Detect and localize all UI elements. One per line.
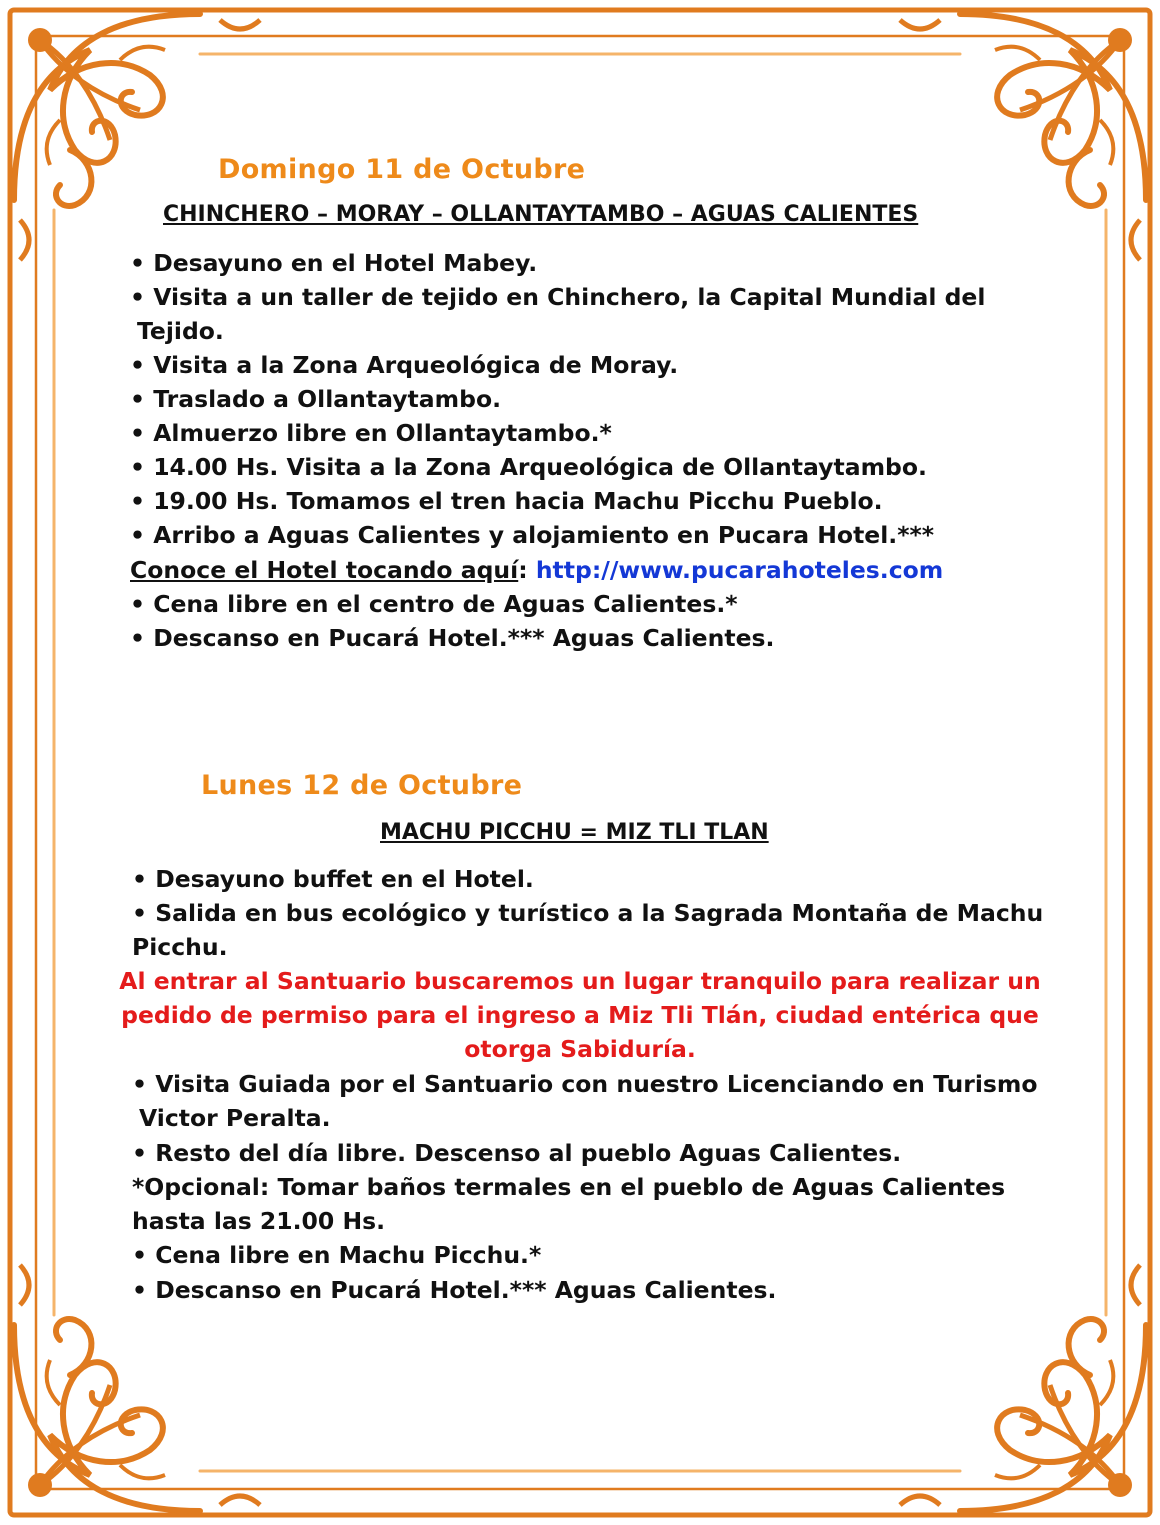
hotel-website-link[interactable]: http://www.pucarahoteles.com (535, 556, 944, 584)
santuario-note-line: pedido de permiso para el ingreso a Miz Tli Tlán, ciudad entérica que (121, 1001, 1039, 1029)
day1-title: Domingo 11 de Octubre (218, 154, 586, 185)
day1-item: • Almuerzo libre en Ollantaytambo.* (130, 419, 612, 447)
day1-item: • Descanso en Pucará Hotel.*** Aguas Calientes. (130, 624, 775, 652)
day2-item: Victor Peralta. (139, 1104, 331, 1132)
hotel-link-row (130, 553, 943, 587)
scroll-ornament-right-top (1069, 150, 1104, 206)
day1-item: • Visita a la Zona Arqueológica de Moray. (130, 351, 679, 379)
day1-item: Tejido. (137, 317, 224, 345)
day1-route-heading: CHINCHERO – MORAY – OLLANTAYTAMBO – AGUAS CALIENTES (163, 202, 919, 227)
day2-item: • Descanso en Pucará Hotel.*** Aguas Calientes. (132, 1276, 777, 1304)
corner-ornament-top-right (900, 14, 1146, 260)
day2-item: • Salida en bus ecológico y turístico a la Sagrada Montaña de Machu (132, 899, 1044, 927)
day2-item: • Desayuno buffet en el Hotel. (132, 865, 534, 893)
day1-item: • Desayuno en el Hotel Mabey. (130, 249, 538, 277)
day2-item: hasta las 21.00 Hs. (132, 1207, 386, 1235)
hotel-link-colon: : (518, 556, 528, 584)
scroll-ornament-left-bottom (56, 1319, 91, 1375)
day1-item: • 19.00 Hs. Tomamos el tren hacia Machu Picchu Pueblo. (130, 487, 883, 515)
corner-ornament-bottom-right (900, 1265, 1146, 1511)
day1-item: • 14.00 Hs. Visita a la Zona Arqueológica de Ollantaytambo. (130, 453, 927, 481)
scroll-ornament-left-top (56, 150, 91, 206)
scroll-ornament-right-bottom (1069, 1319, 1104, 1375)
day1-item: • Cena libre en el centro de Aguas Calientes.* (130, 590, 738, 618)
santuario-note-line: Al entrar al Santuario buscaremos un lugar tranquilo para realizar un (119, 967, 1041, 995)
day2-item: • Visita Guiada por el Santuario con nuestro Licenciando en Turismo (132, 1070, 1038, 1098)
day2-title: Lunes 12 de Octubre (201, 770, 523, 801)
day1-item: • Traslado a Ollantaytambo. (130, 385, 502, 413)
day1-item: • Arribo a Aguas Calientes y alojamiento en Pucara Hotel.*** (130, 521, 935, 549)
day2-item: • Resto del día libre. Descenso al pueblo Aguas Calientes. (132, 1139, 902, 1167)
santuario-note-line: otorga Sabiduría. (464, 1035, 696, 1063)
day2-item: • Cena libre en Machu Picchu.* (132, 1241, 542, 1269)
hotel-link-label[interactable]: Conoce el Hotel tocando aquí (130, 556, 519, 584)
day1-item: • Visita a un taller de tejido en Chinchero, la Capital Mundial del (130, 283, 986, 311)
day2-item: Picchu. (132, 933, 228, 961)
day2-route-heading: MACHU PICCHU = MIZ TLI TLAN (380, 820, 769, 845)
day2-item: *Opcional: Tomar baños termales en el pueblo de Aguas Calientes (132, 1173, 1006, 1201)
